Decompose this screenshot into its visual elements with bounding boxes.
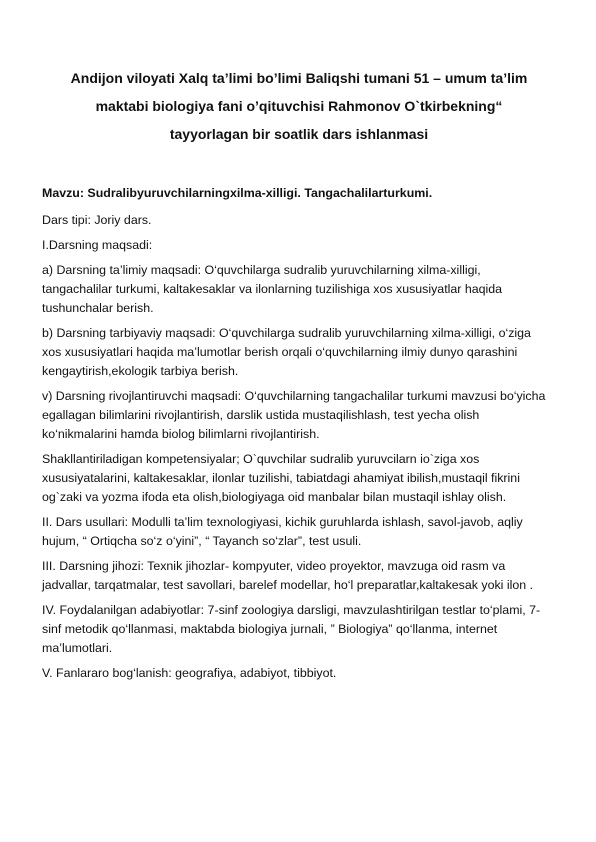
developmental-goal: v) Darsning rivojlantiruvchi maqsadi: O‘quvchilarning tangachalilar turkumi mavzusi bo‘yicha egallagan bilimlarini rivojlantirish, darslik ustida mustaqilishlash, test yecha olish ko‘nikmalarini hamda biolog bilimlarni rivojlantirish. xyxy=(42,389,546,441)
lesson-type: Dars tipi: Joriy dars. xyxy=(42,213,152,227)
interdisciplinary-links: V. Fanlararo bog‘lanish: geografiya, adabiyot, tibbiyot. xyxy=(42,666,337,680)
references: IV. Foydalanilgan adabiyotlar: 7-sinf zoologiya darsligi, mavzulashtirilgan testlar to‘plami, 7-sinf metodik qo‘llanmasi, maktabda biologiya jurnali, ” Biologiya” qo‘llanma, internet ma’lumotlari. xyxy=(42,603,541,655)
lesson-goals-heading: I.Darsning maqsadi: xyxy=(42,238,153,252)
lesson-topic: Mavzu: Sudralibyuruvchilarningxilma-xilligi. Tangachalilarturkumi. xyxy=(42,186,433,200)
upbringing-goal: b) Darsning tarbiyaviy maqsadi: O‘quvchilarga sudralib yuruvchilarning xilma-xilligi, o‘ziga xos xususiyatlari haqida ma’lumotlar berish orqali o‘quvchilarning ilmiy dunyo qarashini kengaytirish,ekologik tarbiya berish. xyxy=(42,326,531,378)
document-title xyxy=(42,64,546,148)
lesson-equipment: III. Darsning jihozi: Texnik jihozlar- kompyuter, video proyektor, mavzuga oid rasm va jadvallar, tarqatmalar, test savollari, barelef modellar, ho‘l preparatlar,kaltakesak yoki ilon . xyxy=(42,559,534,592)
lesson-methods: II. Dars usullari: Modulli ta’lim texnologiyasi, kichik guruhlarda ishlash, savol-javob, aqliy hujum, “ Ortiqcha so‘z o‘yini”, “ Tayanch so‘zlar”, test usuli. xyxy=(42,515,523,548)
title-line-2: maktabi biologiya fani o’qituvchisi Rahmonov O`tkirbekning“ xyxy=(95,98,503,114)
competencies: Shakllantiriladigan kompetensiyalar; O`quvchilar sudralib yuruvcilarn io`ziga xos xususiyatalarini, kaltakesaklar, ilonlar tuzilishi, tabiatdagi ahamiyat ibilish,mustaqil fikrini og`zaki va yozma ifoda eta olish,biologiyaga oid manbalar bilan mustaqil ishlay olish. xyxy=(42,452,520,504)
educational-goal: a) Darsning ta’limiy maqsadi: O‘quvchilarga sudralib yuruvchilarning xilma-xilligi, tangachalilar turkumi, kaltakesaklar va ilonlarning tuzilishiga xos xususiyatlar haqida tushunchalar berish. xyxy=(42,263,503,315)
title-line-3: tayyorlagan bir soatlik dars ishlanmasi xyxy=(169,126,429,142)
document-body xyxy=(42,184,546,683)
title-line-1: Andijon viloyati Xalq ta’limi bo’limi Baliqshi tumani 51 – umum ta’lim xyxy=(70,70,528,86)
